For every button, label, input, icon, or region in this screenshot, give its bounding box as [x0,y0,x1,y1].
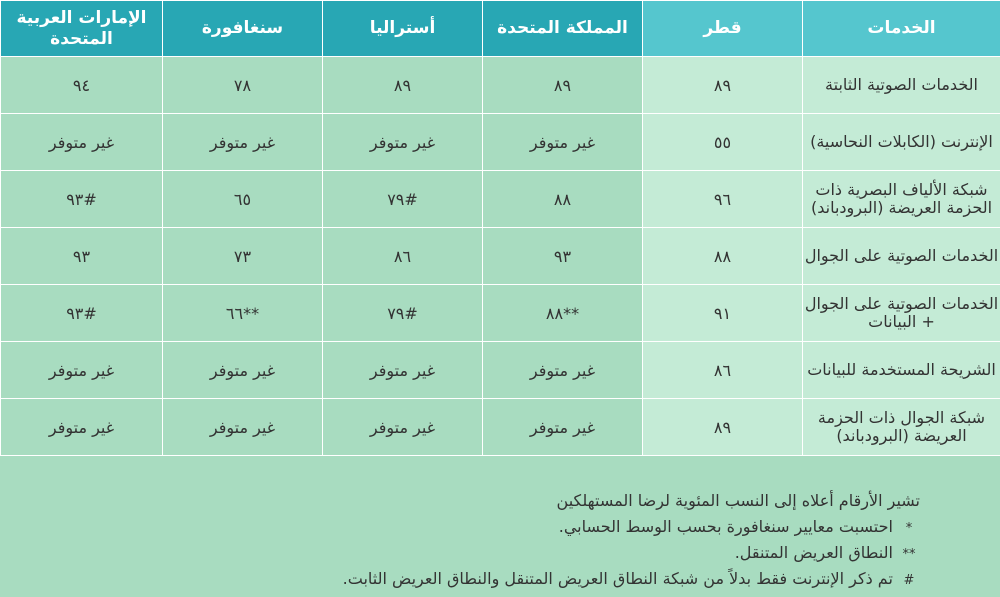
cell-qatar: ٨٨ [643,228,803,285]
cell-qatar: ٥٥ [643,114,803,171]
footnote-item [120,566,920,592]
cell-qatar: ٨٩ [643,399,803,456]
footnote-text: تم ذكر الإنترنت فقط بدلاً من شبكة النطاق العريض المتنقل والنطاق العريض الثابت. [342,569,893,588]
header-services: الخدمات [803,1,1000,57]
cell-singapore: غير متوفر [163,342,323,399]
cell-singapore: غير متوفر [163,114,323,171]
cell-singapore: ٦٥ [163,171,323,228]
cell-uae: #٩٣ [1,171,163,228]
table-row [1,171,1000,228]
cell-uk: ٨٩ [483,57,643,114]
cell-singapore: ٧٨ [163,57,323,114]
table-row [1,399,1000,456]
cell-australia: #٧٩ [323,285,483,342]
header-qatar: قطر [643,1,803,57]
header-singapore: سنغافورة [163,1,323,57]
cell-uk: غير متوفر [483,342,643,399]
cell-singapore: **٦٦ [163,285,323,342]
header-row [1,1,1000,57]
table-row [1,228,1000,285]
cell-uae: غير متوفر [1,342,163,399]
cell-qatar: ٨٩ [643,57,803,114]
footnote-item [120,540,920,566]
footnote-mark: ** [902,547,916,562]
cell-uk: ٨٨ [483,171,643,228]
cell-service: الإنترنت (الكابلات النحاسية) [803,114,1000,171]
cell-australia: ٨٦ [323,228,483,285]
cell-uae: غير متوفر [1,114,163,171]
footnote-item [120,514,920,540]
cell-service: شبكة الألياف البصرية ذات الحزمة العريضة (البرودباند) [803,171,1000,228]
cell-australia: ٨٩ [323,57,483,114]
cell-uk: غير متوفر [483,114,643,171]
cell-uae: غير متوفر [1,399,163,456]
cell-singapore: ٧٣ [163,228,323,285]
cell-service: شبكة الجوال ذات الحزمة العريضة (البرودباند) [803,399,1000,456]
header-australia: أستراليا [323,1,483,57]
cell-australia: غير متوفر [323,114,483,171]
footnote-text: احتسبت معايير سنغافورة بحسب الوسط الحسابي. [558,517,893,536]
cell-singapore: غير متوفر [163,399,323,456]
cell-qatar: ٩٦ [643,171,803,228]
cell-service: الخدمات الصوتية الثابتة [803,57,1000,114]
footnote-mark: * [905,521,913,536]
cell-australia: غير متوفر [323,399,483,456]
footnote-intro: تشير الأرقام أعلاه إلى النسب المئوية لرضا المستهلكين [556,491,920,510]
footnote-mark: # [903,573,915,588]
cell-service: الخدمات الصوتية على الجوال + البيانات [803,285,1000,342]
cell-uk: ٩٣ [483,228,643,285]
footnote-text: النطاق العريض المتنقل. [734,543,893,562]
cell-qatar: ٨٦ [643,342,803,399]
table-row [1,342,1000,399]
cell-uk: غير متوفر [483,399,643,456]
table-row [1,114,1000,171]
table-row [1,285,1000,342]
header-uk: المملكة المتحدة [483,1,643,57]
cell-australia: غير متوفر [323,342,483,399]
cell-australia: #٧٩ [323,171,483,228]
cell-service: الشريحة المستخدمة للبيانات [803,342,1000,399]
cell-qatar: ٩١ [643,285,803,342]
cell-service: الخدمات الصوتية على الجوال [803,228,1000,285]
header-uae: الإمارات العربية المتحدة [1,1,163,57]
table-row [1,57,1000,114]
cell-uae: ٩٤ [1,57,163,114]
cell-uae: #٩٣ [1,285,163,342]
cell-uae: ٩٣ [1,228,163,285]
cell-uk: **٨٨ [483,285,643,342]
footnotes [120,488,920,592]
